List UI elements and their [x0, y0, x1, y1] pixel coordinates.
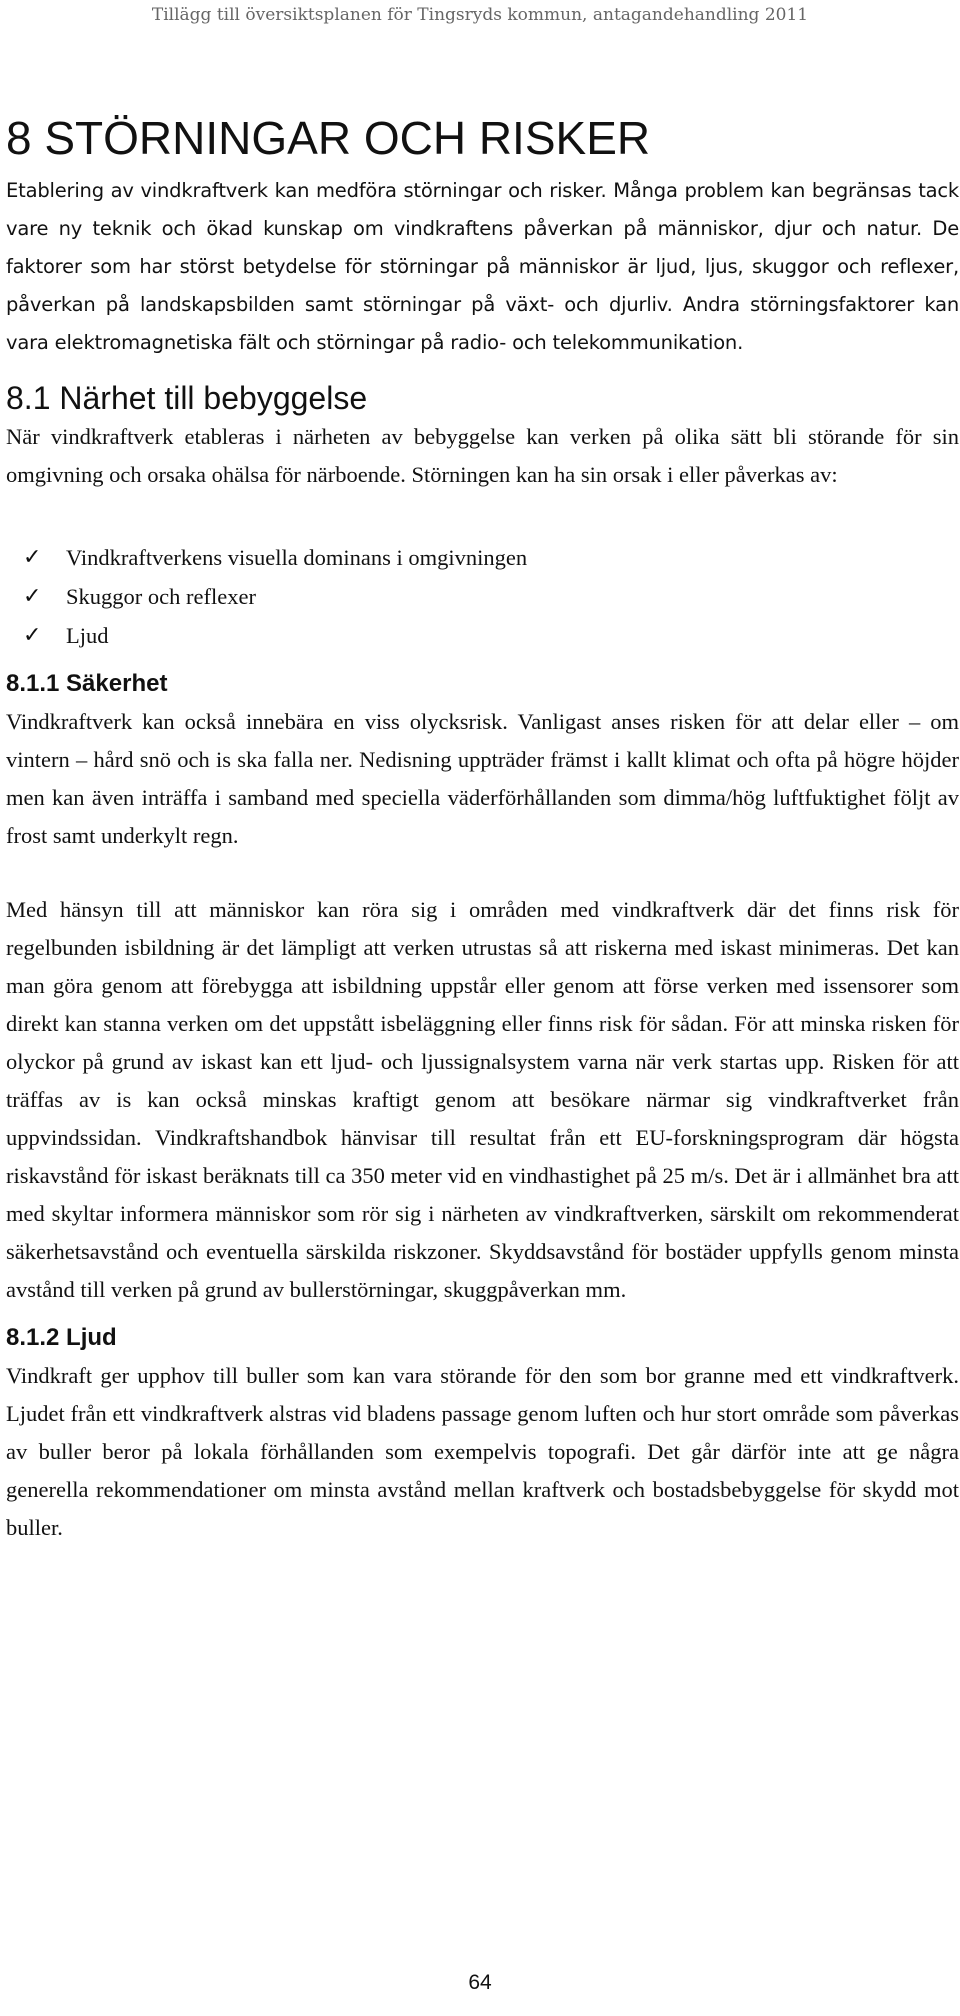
list-item	[6, 538, 959, 577]
chapter-title: 8 STÖRNINGAR OCH RISKER	[6, 112, 651, 164]
list-item-text: Skuggor och reflexer	[66, 584, 256, 609]
checkmark-icon: ✓	[23, 623, 42, 648]
running-header: Tillägg till översiktsplanen för Tingsryds kommun, antagandehandling 2011	[151, 5, 809, 25]
disturbance-checklist	[6, 538, 959, 655]
safety-paragraph-2: Med hänsyn till att människor kan röra sig i områden med vindkraftverk där det finns risk för regelbunden isbildning är det lämpligt att verken utrustas så att riskerna med iskast minimeras. Det kan man göra genom att förebygga att isbildning uppstår eller genom att förse verken med issensorer som direkt kan stanna verken om det uppstått isbeläggning eller finns risk för sådan. För att minska risken för olyckor på grund av iskast kan ett ljud- och ljussignalsystem varna när verk startas upp. Risken för att träffas av is kan också minskas kraftigt genom att besökare närmar sig vindkraftverket från uppvindssidan. Vindkraftshandbok hänvisar till resultat från ett EU-forskningsprogram där högsta riskavstånd för iskast beräknats till ca 350 meter vid en vindhastighet på 25 m/s. Det är i allmänhet bra att med skyltar informera människor som rör sig i närheten av vindkraftverken, särskilt om rekommenderat säkerhetsavstånd och eventuella särskilda riskzoner. Skyddsavstånd för bostäder uppfylls genom minsta avstånd till verken på grund av bullerstörningar, skuggpåverkan mm.	[6, 897, 959, 1302]
list-item	[6, 577, 959, 616]
page-number: 64	[468, 1971, 492, 1994]
safety-paragraph-1: Vindkraftverk kan också innebära en viss olycksrisk. Vanligast anses risken för att delar eller – om vintern – hård snö och is ska falla ner. Nedisning uppträder främst i kallt klimat och ofta på högre höjder men kan även inträffa i samband med speciella väderförhållanden som dimma/hög luftfuktighet följt av frost samt underkylt regn.	[6, 709, 959, 848]
section-8-1-paragraph: När vindkraftverk etableras i närheten av bebyggelse kan verken på olika sätt bli störande för sin omgivning och orsaka ohälsa för närboende. Störningen kan ha sin orsak i eller påverkas av:	[6, 424, 959, 487]
checkmark-icon: ✓	[23, 545, 42, 570]
section-heading-8-1-1: 8.1.1 Säkerhet	[6, 670, 168, 697]
page-content	[6, 112, 959, 1547]
list-item	[6, 616, 959, 655]
list-item-text: Ljud	[66, 623, 109, 648]
intro-paragraph: Etablering av vindkraftverk kan medföra störningar och risker. Många problem kan begränsas tack vare ny teknik och ökad kunskap om vindkraftens påverkan på människor, djur och natur. De faktorer som har störst betydelse för störningar på människor är ljud, ljus, skuggor och reflexer, påverkan på landskapsbilden samt störningar på växt- och djurliv. Andra störningsfaktorer kan vara elektromagnetiska fält och störningar på radio- och telekommunikation.	[6, 179, 959, 354]
list-item-text: Vindkraftverkens visuella dominans i omgivningen	[66, 545, 528, 570]
sound-paragraph: Vindkraft ger upphov till buller som kan vara störande för den som bor granne med ett vindkraftverk. Ljudet från ett vindkraftverk alstras vid bladens passage genom luften och hur stort område som påverkas av buller beror på lokala förhållanden som exempelvis topografi. Det går därför inte att ge några generella rekommendationer om minsta avstånd mellan kraftverk och bostadsbebyggelse för skydd mot buller.	[6, 1363, 959, 1540]
section-heading-8-1: 8.1 Närhet till bebyggelse	[6, 380, 368, 416]
checkmark-icon: ✓	[23, 584, 42, 609]
section-heading-8-1-2: 8.1.2 Ljud	[6, 1324, 117, 1351]
